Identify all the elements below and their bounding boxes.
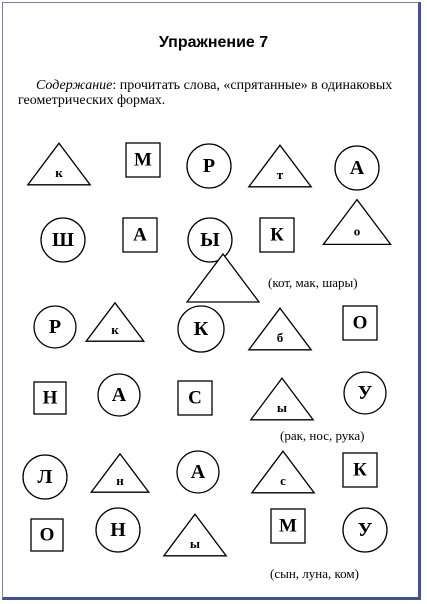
hidden-letter: О xyxy=(352,312,368,334)
triangle-figure xyxy=(187,254,259,302)
circle-figure xyxy=(187,144,231,188)
hidden-letter: У xyxy=(357,519,373,541)
hidden-letter: о xyxy=(353,223,361,239)
circle-figure xyxy=(177,451,219,493)
square-figure xyxy=(271,509,305,543)
circle-figure xyxy=(335,146,379,190)
hidden-letter: ы xyxy=(189,535,201,551)
circle-figure xyxy=(41,218,85,262)
circle-figure xyxy=(34,306,76,348)
hidden-letter: М xyxy=(279,515,297,537)
triangle-figure xyxy=(91,454,149,492)
circle-figure xyxy=(23,455,67,499)
hidden-letter: К xyxy=(270,224,284,246)
square-figure xyxy=(31,519,63,551)
square-figure xyxy=(34,382,66,414)
hidden-letter: т xyxy=(276,166,284,182)
triangle-outline xyxy=(187,254,259,302)
answer-words-2: (рак, нос, рука) xyxy=(280,428,365,443)
hidden-letter: К xyxy=(353,459,367,481)
hidden-letter: Р xyxy=(48,316,62,338)
square-figure xyxy=(123,218,157,252)
hidden-letter: Ы xyxy=(200,229,220,251)
hidden-letter: О xyxy=(39,524,55,546)
circle-figure xyxy=(178,306,224,352)
square-figure xyxy=(178,381,212,415)
triangle-figure xyxy=(252,451,314,493)
content-label: Содержание xyxy=(36,78,113,93)
square-figure xyxy=(343,306,377,340)
hidden-letter: А xyxy=(133,224,147,246)
hidden-letter: Ш xyxy=(52,229,74,251)
hidden-letter: Н xyxy=(42,387,58,409)
hidden-letter: С xyxy=(188,387,202,409)
hidden-letter: с xyxy=(280,472,286,488)
hidden-letter: Н xyxy=(110,519,126,541)
hidden-letter: б xyxy=(276,329,284,345)
square-figure xyxy=(260,218,294,252)
content-text: : прочитать слова, «спрятанные» в одинаковых геометрических формах. xyxy=(18,78,393,108)
square-figure xyxy=(343,453,377,487)
hidden-letter: Р xyxy=(202,155,216,177)
hidden-letter: ы xyxy=(276,399,288,415)
hidden-letter: К xyxy=(193,318,209,340)
hidden-letter: к xyxy=(55,164,63,180)
circle-figure xyxy=(343,508,387,552)
triangle-figure xyxy=(251,378,313,420)
triangle-figure xyxy=(249,145,311,187)
triangle-figure xyxy=(249,308,311,350)
circle-figure xyxy=(344,372,386,414)
hidden-letter: У xyxy=(357,382,373,404)
triangle-figure xyxy=(164,514,226,556)
triangle-figure xyxy=(28,143,90,185)
circle-figure xyxy=(96,508,140,552)
triangle-figure xyxy=(323,200,390,245)
hidden-letter: Л xyxy=(37,466,53,488)
answer-words-3: (сын, луна, ком) xyxy=(270,566,359,581)
answer-words-1: (кот, мак, шары) xyxy=(268,275,358,290)
hidden-letter: к xyxy=(111,322,119,338)
exercise-title: Упражнение 7 xyxy=(158,34,269,51)
hidden-letter: А xyxy=(190,461,206,483)
hidden-letter: А xyxy=(111,384,127,406)
circle-figure xyxy=(188,218,232,262)
triangle-figure xyxy=(86,303,144,341)
circle-figure xyxy=(98,374,140,416)
hidden-letter: А xyxy=(349,157,365,179)
hidden-letter: н xyxy=(116,473,124,489)
square-figure xyxy=(126,143,160,177)
hidden-letter: М xyxy=(134,149,152,171)
